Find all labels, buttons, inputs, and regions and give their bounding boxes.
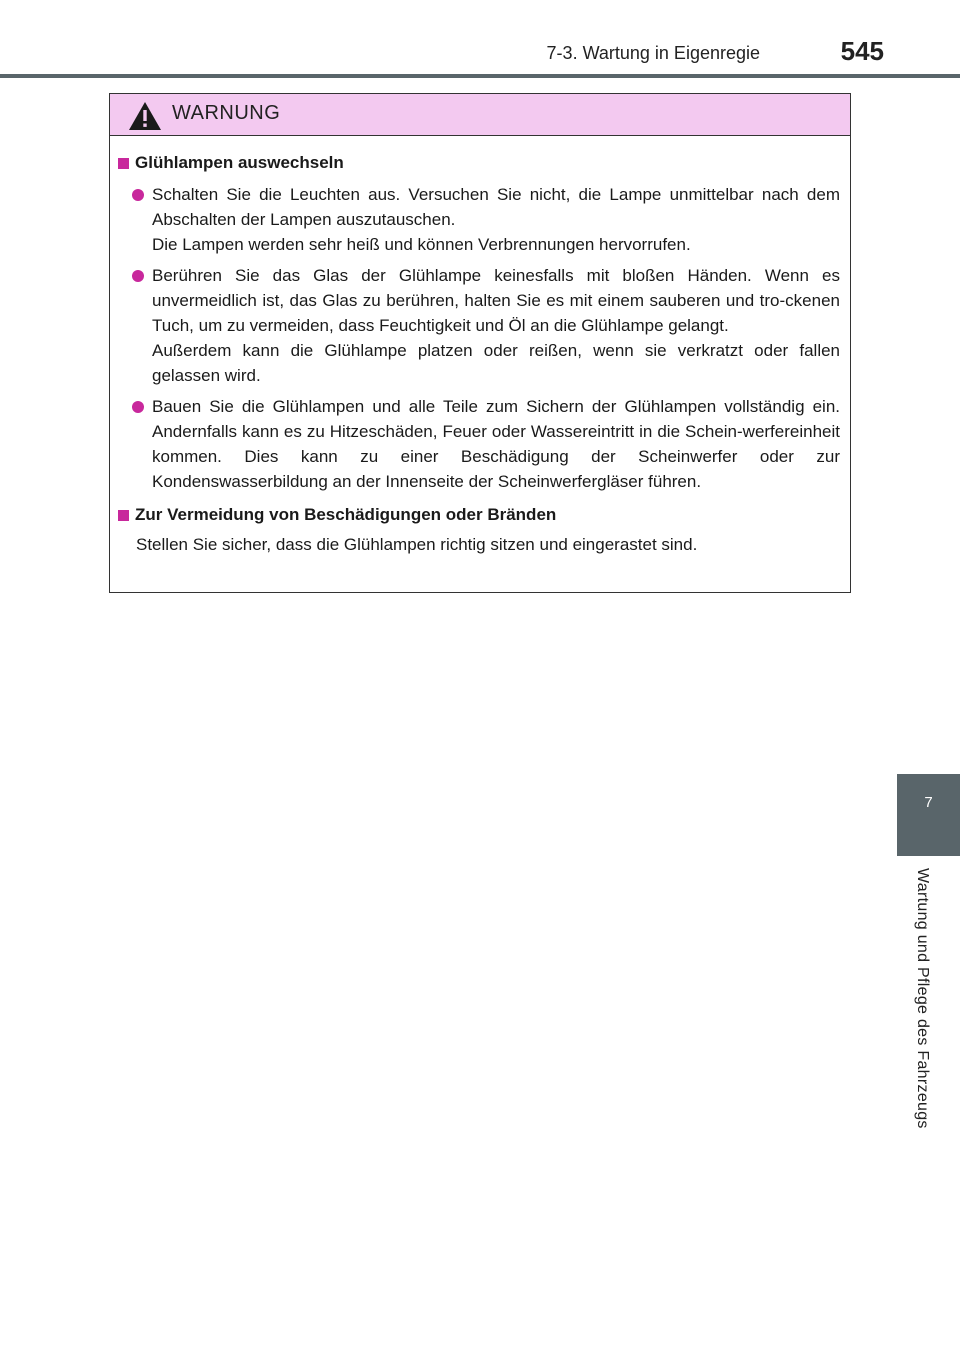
- warning-box: [109, 93, 851, 593]
- section-heading-text: Zur Vermeidung von Beschädigungen oder Bränden: [135, 505, 557, 524]
- warning-body: [110, 136, 850, 557]
- bullet-paragraph: Die Lampen werden sehr heiß und können Verbrennungen hervorrufen.: [152, 235, 691, 254]
- warning-title: WARNUNG: [172, 102, 281, 124]
- section-heading-bulb-replacement: [118, 150, 842, 176]
- chapter-number: 7: [924, 794, 933, 811]
- square-bullet-icon: [118, 158, 129, 169]
- bullet-paragraph: Berühren Sie das Glas der Glühlampe keinesfalls mit bloßen Händen. Wenn es unvermeidlich ist, das Glas zu berühren, halten Sie es mit einem sauberen und tro-ckenen Tuch, um zu vermeiden, dass Feuchtigkeit und Öl an die Glühlampe gelangt.: [152, 266, 840, 335]
- round-bullet-icon: [132, 401, 144, 413]
- page-header: [0, 0, 960, 78]
- list-item: [132, 182, 842, 257]
- section-heading-text: Glühlampen auswechseln: [135, 153, 344, 172]
- chapter-tab: [897, 774, 960, 856]
- round-bullet-icon: [132, 270, 144, 282]
- round-bullet-icon: [132, 189, 144, 201]
- warning-triangle-icon: [128, 101, 162, 131]
- list-item: [132, 394, 842, 494]
- section-title: 7-3. Wartung in Eigenregie: [546, 43, 760, 63]
- page-number: 545: [840, 36, 884, 66]
- list-item: [132, 263, 842, 388]
- chapter-label: Wartung und Pflege des Fahrzeugs: [914, 868, 931, 1129]
- warning-header: [110, 94, 850, 136]
- section-heading-damage-prevention: [118, 502, 842, 528]
- bullet-paragraph: Außerdem kann die Glühlampe platzen oder reißen, wenn sie verkratzt oder fallen gelassen wird.: [152, 341, 840, 385]
- bullet-paragraph: Bauen Sie die Glühlampen und alle Teile zum Sichern der Glühlampen vollständig ein. Andernfalls kann es zu Hitzeschäden, Feuer oder Wassereintritt in die Schein-werfereinheit kommen. Dies kann zu einer Beschädigung der Scheinwerfer oder zur Kondenswasserbildung an der Innenseite der Scheinwerfergläser führen.: [152, 397, 840, 491]
- square-bullet-icon: [118, 510, 129, 521]
- section-text: Stellen Sie sicher, dass die Glühlampen richtig sitzen und eingerastet sind.: [136, 535, 698, 554]
- header-rule: [0, 74, 960, 78]
- bullet-paragraph: Schalten Sie die Leuchten aus. Versuchen Sie nicht, die Lampe unmittelbar nach dem Abschalten der Lampen auszutauschen.: [152, 185, 840, 229]
